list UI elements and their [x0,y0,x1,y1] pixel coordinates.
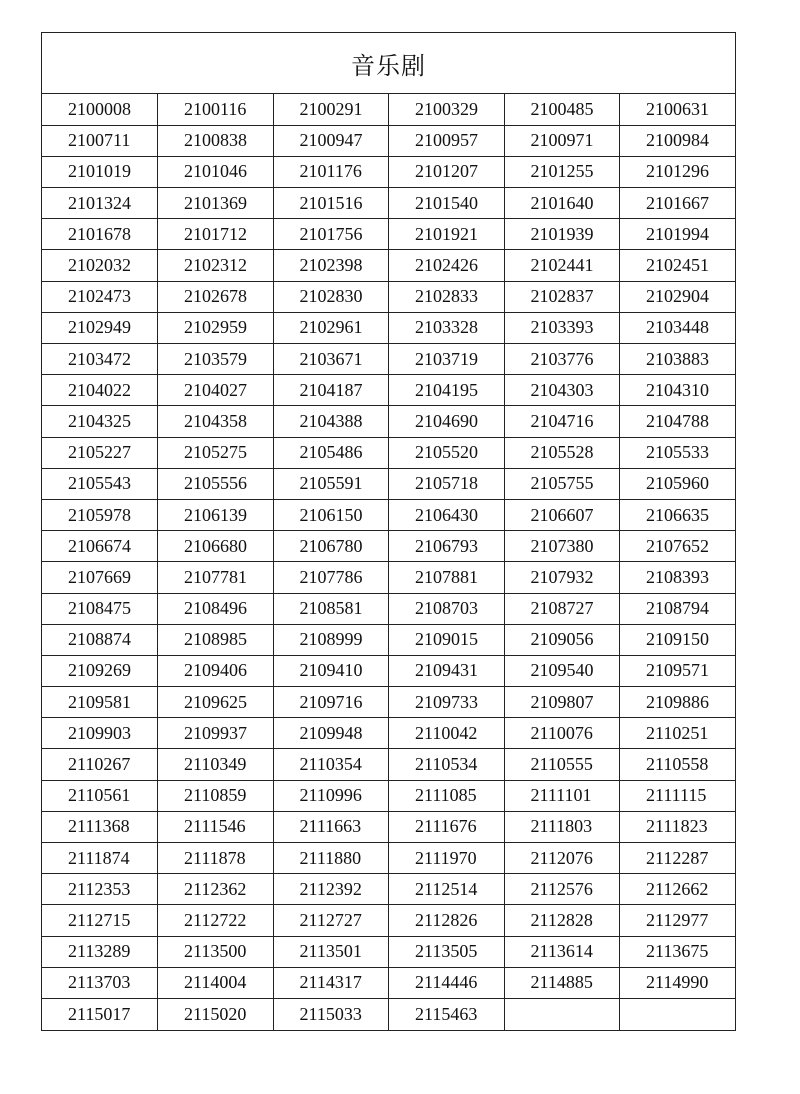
table-cell: 2104325 [42,406,158,437]
table-cell: 2104716 [504,406,620,437]
table-cell: 2100947 [273,125,389,156]
table-cell: 2111101 [504,780,620,811]
table-cell: 2110042 [389,718,505,749]
table-cell: 2109015 [389,624,505,655]
table-cell: 2110267 [42,749,158,780]
table-cell: 2102473 [42,281,158,312]
table-cell: 2101667 [620,188,736,219]
table-cell: 2112977 [620,905,736,936]
table-cell: 2104690 [389,406,505,437]
table-cell: 2105533 [620,437,736,468]
table-cell: 2103671 [273,344,389,375]
table-cell: 2108727 [504,593,620,624]
table-cell: 2111115 [620,780,736,811]
table-cell: 2101324 [42,188,158,219]
table-cell: 2102904 [620,281,736,312]
table-cell: 2107881 [389,562,505,593]
table-cell: 2104303 [504,375,620,406]
table-cell: 2101939 [504,219,620,250]
table-cell: 2104195 [389,375,505,406]
table-cell: 2111823 [620,811,736,842]
table-row [42,749,735,780]
table-cell: 2105755 [504,468,620,499]
table-cell: 2100116 [158,94,274,125]
table-cell: 2109807 [504,687,620,718]
table-cell: 2103776 [504,344,620,375]
table-cell: 2108874 [42,624,158,655]
table-cell: 2102837 [504,281,620,312]
table-cell: 2101369 [158,188,274,219]
table-cell: 2106635 [620,499,736,530]
table-cell: 2102959 [158,312,274,343]
table-cell: 2101756 [273,219,389,250]
table-cell: 2114317 [273,967,389,998]
table-cell: 2105520 [389,437,505,468]
table-cell: 2104022 [42,375,158,406]
table-cell: 2105591 [273,468,389,499]
table-cell: 2112662 [620,874,736,905]
table-cell: 2114446 [389,967,505,998]
table-row [42,531,735,562]
table-cell: 2111803 [504,811,620,842]
table-cell: 2102830 [273,281,389,312]
table-cell: 2101516 [273,188,389,219]
table-cell: 2107669 [42,562,158,593]
table-cell: 2101994 [620,219,736,250]
table-cell: 2101540 [389,188,505,219]
table-cell: 2109581 [42,687,158,718]
table-cell: 2103883 [620,344,736,375]
table-cell: 2105543 [42,468,158,499]
table-row [42,437,735,468]
table-cell: 2101046 [158,156,274,187]
table-cell: 2109886 [620,687,736,718]
table-cell: 2103472 [42,344,158,375]
table-cell: 2105556 [158,468,274,499]
table-cell: 2111878 [158,843,274,874]
table-cell: 2115033 [273,998,389,1029]
table-cell: 2112715 [42,905,158,936]
table-cell: 2100957 [389,125,505,156]
table-row [42,562,735,593]
table-cell: 2106680 [158,531,274,562]
table-cell: 2103393 [504,312,620,343]
table-cell: 2112722 [158,905,274,936]
table-cell: 2106430 [389,499,505,530]
table-cell: 2100631 [620,94,736,125]
table-cell: 2112828 [504,905,620,936]
table-cell: 2100711 [42,125,158,156]
table-cell: 2110555 [504,749,620,780]
table-cell: 2102032 [42,250,158,281]
table-cell: 2109540 [504,655,620,686]
table-cell: 2110561 [42,780,158,811]
table-cell: 2106780 [273,531,389,562]
table-row [42,250,735,281]
table-cell: 2103719 [389,344,505,375]
table-row [42,125,735,156]
table-cell: 2109716 [273,687,389,718]
table-cell: 2100291 [273,94,389,125]
table-cell: 2113675 [620,936,736,967]
table-cell: 2102398 [273,250,389,281]
table-row [42,312,735,343]
table-cell: 2112826 [389,905,505,936]
table-row [42,687,735,718]
table-cell: 2105718 [389,468,505,499]
table-cell: 2106674 [42,531,158,562]
table-cell: 2113703 [42,967,158,998]
table-cell: 2115463 [389,998,505,1029]
table-cell: 2112392 [273,874,389,905]
table-cell: 2112727 [273,905,389,936]
table-cell: 2108496 [158,593,274,624]
table-cell: 2105227 [42,437,158,468]
table-cell: 2101712 [158,219,274,250]
table-cell: 2104187 [273,375,389,406]
table-cell [620,998,736,1029]
table-cell: 2107932 [504,562,620,593]
table-cell: 2114885 [504,967,620,998]
table-cell: 2113501 [273,936,389,967]
table-cell: 2110349 [158,749,274,780]
table-cell: 2110996 [273,780,389,811]
table-cell: 2104358 [158,406,274,437]
table-cell: 2112353 [42,874,158,905]
table-row [42,344,735,375]
table-cell: 2106139 [158,499,274,530]
table-cell: 2105960 [620,468,736,499]
table-cell: 2102451 [620,250,736,281]
table-cell: 2101176 [273,156,389,187]
table-row [42,780,735,811]
table-row [42,375,735,406]
table-cell: 2101296 [620,156,736,187]
table-cell: 2102833 [389,281,505,312]
table-row [42,156,735,187]
table-cell: 2103448 [620,312,736,343]
table-cell: 2103579 [158,344,274,375]
table-cell: 2102961 [273,312,389,343]
table-cell: 2100984 [620,125,736,156]
table-cell: 2105275 [158,437,274,468]
table-cell: 2109733 [389,687,505,718]
table-cell: 2100838 [158,125,274,156]
table-row [42,905,735,936]
table-cell: 2111970 [389,843,505,874]
table-cell: 2101640 [504,188,620,219]
table-cell: 2112576 [504,874,620,905]
table-cell: 2111368 [42,811,158,842]
table-cell: 2109625 [158,687,274,718]
table-cell: 2108703 [389,593,505,624]
table-cell: 2109410 [273,655,389,686]
table-cell: 2110076 [504,718,620,749]
table-cell: 2105978 [42,499,158,530]
table-row [42,499,735,530]
id-grid [42,94,735,1030]
table-cell: 2102441 [504,250,620,281]
table-row [42,219,735,250]
table-cell: 2115020 [158,998,274,1029]
table-cell: 2107652 [620,531,736,562]
table-row [42,811,735,842]
table-row [42,655,735,686]
table-cell: 2111546 [158,811,274,842]
table-cell: 2111880 [273,843,389,874]
table-row [42,967,735,998]
table-cell [504,998,620,1029]
table-cell: 2107781 [158,562,274,593]
table-cell: 2100008 [42,94,158,125]
table-cell: 2108475 [42,593,158,624]
table-cell: 2111874 [42,843,158,874]
table-cell: 2112514 [389,874,505,905]
table-cell: 2105528 [504,437,620,468]
table-cell: 2111676 [389,811,505,842]
results-table [41,32,736,1031]
table-cell: 2112287 [620,843,736,874]
table-cell: 2106793 [389,531,505,562]
table-cell: 2115017 [42,998,158,1029]
table-row [42,468,735,499]
table-cell: 2104310 [620,375,736,406]
table-cell: 2100485 [504,94,620,125]
table-cell: 2108999 [273,624,389,655]
table-cell: 2113505 [389,936,505,967]
table-cell: 2114990 [620,967,736,998]
table-cell: 2100329 [389,94,505,125]
table-cell: 2113500 [158,936,274,967]
table-cell: 2101255 [504,156,620,187]
table-row [42,406,735,437]
table-cell: 2110251 [620,718,736,749]
table-cell: 2112362 [158,874,274,905]
table-cell: 2102312 [158,250,274,281]
table-cell: 2114004 [158,967,274,998]
table-cell: 2105486 [273,437,389,468]
table-cell: 2113614 [504,936,620,967]
table-cell: 2101019 [42,156,158,187]
table-cell: 2104388 [273,406,389,437]
table-cell: 2107786 [273,562,389,593]
table-cell: 2110859 [158,780,274,811]
table-cell: 2109571 [620,655,736,686]
table-cell: 2100971 [504,125,620,156]
table-row [42,94,735,125]
table-cell: 2109150 [620,624,736,655]
table-cell: 2109948 [273,718,389,749]
table-row [42,874,735,905]
table-cell: 2109903 [42,718,158,749]
table-cell: 2109056 [504,624,620,655]
table-cell: 2102678 [158,281,274,312]
table-cell: 2110534 [389,749,505,780]
table-cell: 2108985 [158,624,274,655]
table-cell: 2107380 [504,531,620,562]
table-title: 音乐剧 [42,33,735,94]
table-cell: 2106150 [273,499,389,530]
table-cell: 2112076 [504,843,620,874]
table-cell: 2104788 [620,406,736,437]
table-row [42,718,735,749]
table-cell: 2109431 [389,655,505,686]
table-cell: 2109937 [158,718,274,749]
table-cell: 2108794 [620,593,736,624]
table-cell: 2101921 [389,219,505,250]
table-row [42,188,735,219]
table-cell: 2109269 [42,655,158,686]
table-cell: 2113289 [42,936,158,967]
table-row [42,281,735,312]
table-cell: 2108581 [273,593,389,624]
table-cell: 2104027 [158,375,274,406]
table-row [42,843,735,874]
table-cell: 2102426 [389,250,505,281]
table-cell: 2106607 [504,499,620,530]
table-cell: 2102949 [42,312,158,343]
table-row [42,593,735,624]
table-cell: 2111663 [273,811,389,842]
table-row [42,998,735,1029]
table-row [42,936,735,967]
table-cell: 2109406 [158,655,274,686]
table-row [42,624,735,655]
table-cell: 2110354 [273,749,389,780]
table-cell: 2101678 [42,219,158,250]
table-cell: 2103328 [389,312,505,343]
table-cell: 2110558 [620,749,736,780]
table-cell: 2111085 [389,780,505,811]
table-cell: 2108393 [620,562,736,593]
table-cell: 2101207 [389,156,505,187]
